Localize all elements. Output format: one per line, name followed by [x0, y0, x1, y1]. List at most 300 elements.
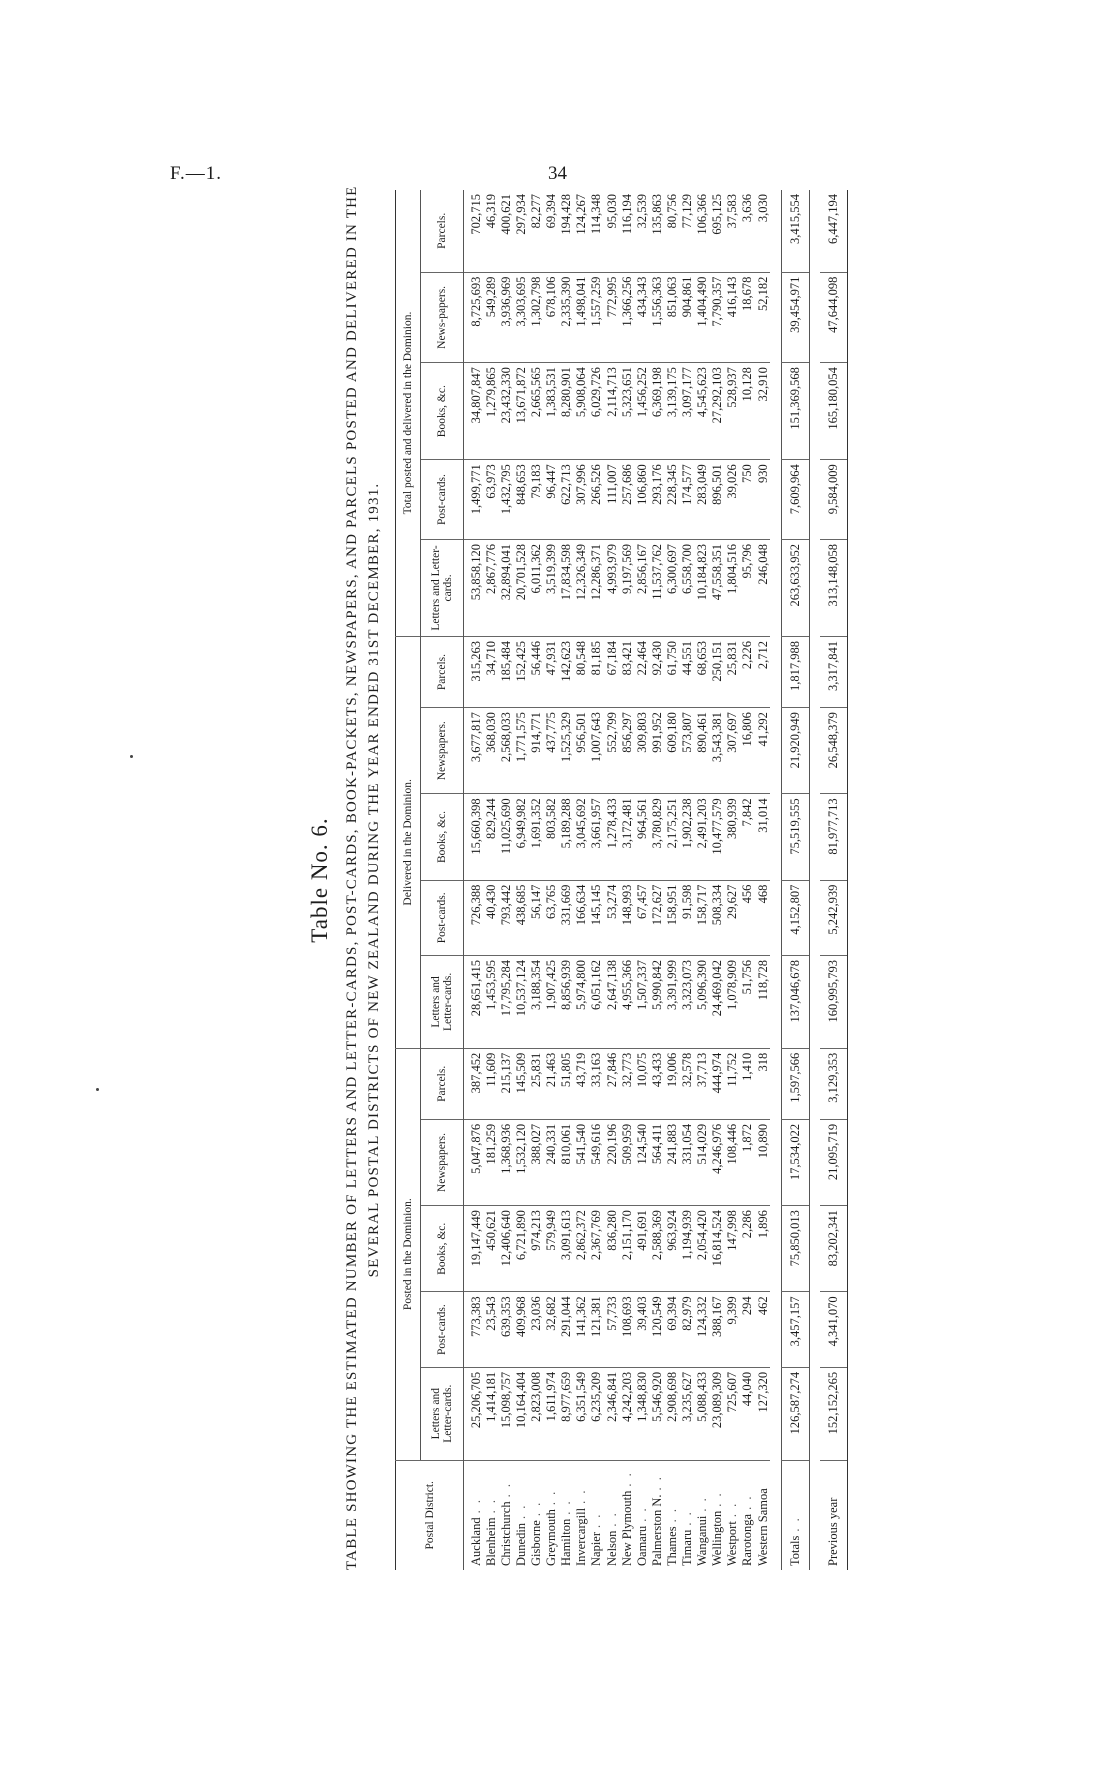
posted-newspapers-cell: 21,095,719 — [820, 1119, 847, 1205]
district-name — [544, 1460, 559, 1570]
total-letters-cell: 263,633,952 — [782, 539, 810, 636]
posted-parcels-cell: 387,452 — [464, 1048, 484, 1119]
total-newspapers-cell: 1,498,041 — [574, 272, 589, 363]
total-books-cell: 23,432,330 — [498, 363, 513, 460]
total-books-cell: 3,097,177 — [680, 363, 695, 460]
delivered-books-cell: 3,172,481 — [619, 794, 634, 880]
district-name — [695, 1460, 710, 1570]
posted-letters-cell: 15,098,757 — [498, 1367, 513, 1460]
page-reference: F.—1. — [170, 163, 223, 184]
district-name — [634, 1460, 649, 1570]
table-row — [529, 190, 544, 1570]
total-parcels-cell: 3,636 — [740, 194, 755, 223]
total-postcards-cell: 293,176 — [649, 460, 664, 540]
total-parcels-cell: 77,129 — [680, 194, 695, 229]
delivered-books-cell: 3,661,957 — [589, 794, 604, 880]
district-label: Wanganui — [695, 1515, 710, 1566]
leader-dots: . . — [529, 1500, 544, 1517]
total-books-cell: 32,910 — [755, 363, 770, 460]
posted-postcards-cell: 120,549 — [649, 1292, 664, 1367]
posted-postcards-cell: 141,362 — [574, 1292, 589, 1367]
total-letters-cell: 1,804,516 — [725, 539, 740, 636]
total-parcels-cell: 82,277 — [529, 194, 544, 229]
rotated-table-page — [303, 185, 848, 1570]
total-newspapers-cell: 549,289 — [483, 272, 498, 363]
posted-parcels-cell: 43,433 — [649, 1048, 664, 1119]
total-letters-cell: 6,300,697 — [665, 539, 680, 636]
posted-books-cell: 963,924 — [665, 1206, 680, 1292]
table-row — [680, 190, 695, 1570]
district-name — [559, 1460, 574, 1570]
delivered-letters-cell: 118,728 — [755, 956, 770, 1049]
delivered-books-cell: 829,244 — [483, 794, 498, 880]
table-row — [634, 190, 649, 1570]
delivered-letters-cell: 17,795,284 — [498, 956, 513, 1049]
delivered-newspapers-cell: 21,920,949 — [782, 708, 810, 794]
posted-postcards-cell: 124,332 — [695, 1292, 710, 1367]
posted-letters-cell: 127,320 — [755, 1367, 770, 1460]
posted-postcards-cell: 291,044 — [559, 1292, 574, 1367]
total-postcards-cell: 96,447 — [544, 460, 559, 540]
posted-books-cell: 2,286 — [740, 1206, 755, 1292]
total-letters-cell: 95,796 — [740, 539, 755, 636]
delivered-letters-cell: 1,453,595 — [483, 956, 498, 1049]
posted-newspapers-cell: 331,054 — [680, 1119, 695, 1205]
table-row — [574, 190, 589, 1570]
delivered-parcels-cell: 83,421 — [619, 636, 634, 707]
delivered-letters-cell: 5,990,842 — [649, 956, 664, 1049]
posted-books-cell: 2,054,420 — [695, 1206, 710, 1292]
district-label: Hamilton — [559, 1518, 574, 1566]
district-rows — [464, 190, 771, 1570]
total-letters-cell: 32,894,041 — [498, 539, 513, 636]
delivered-parcels-cell: 250,151 — [710, 636, 725, 707]
delivered-parcels-cell: 81,185 — [589, 636, 604, 707]
col-header-letters: Letters and Letter-cards. — [421, 539, 464, 636]
posted-newspapers-cell: 514,029 — [695, 1119, 710, 1205]
posted-postcards-cell: 82,979 — [680, 1292, 695, 1367]
posted-letters-cell: 126,587,274 — [782, 1367, 810, 1460]
delivered-letters-cell: 1,507,337 — [634, 956, 649, 1049]
delivered-postcards-cell: 726,388 — [464, 880, 484, 955]
delivered-parcels-cell: 1,817,988 — [782, 636, 810, 707]
col-header-postcards: Post-cards. — [421, 460, 464, 540]
totals-row — [782, 190, 810, 1570]
total-letters-cell: 10,184,823 — [695, 539, 710, 636]
posted-postcards-cell: 294 — [740, 1292, 755, 1367]
delivered-books-cell: 3,780,829 — [649, 794, 664, 880]
total-letters-cell: 4,993,979 — [604, 539, 619, 636]
posted-parcels-cell: 1,410 — [740, 1048, 755, 1119]
delivered-newspapers-cell: 26,548,379 — [820, 708, 847, 794]
posted-group-header: Posted in the Dominion. — [396, 1048, 421, 1460]
page-number: 34 — [548, 163, 567, 184]
delivered-postcards-cell: 53,274 — [604, 880, 619, 955]
delivered-newspapers-cell: 41,292 — [755, 708, 770, 794]
total-books-cell: 6,369,198 — [649, 363, 664, 460]
delivered-postcards-cell: 5,242,939 — [820, 880, 847, 955]
district-name — [464, 1460, 484, 1570]
total-letters-cell: 6,558,700 — [680, 539, 695, 636]
posted-letters-cell: 4,242,203 — [619, 1367, 634, 1460]
total-newspapers-cell: 1,302,798 — [529, 272, 544, 363]
table-row — [695, 190, 710, 1570]
total-parcels-cell: 702,715 — [468, 194, 483, 235]
total-parcels-cell: 116,194 — [619, 194, 634, 235]
leader-dots: . . — [574, 1488, 589, 1504]
delivered-books-cell: 5,189,288 — [559, 794, 574, 880]
total-newspapers-cell: 416,143 — [725, 272, 740, 363]
table-row — [464, 190, 484, 1570]
posted-newspapers-cell: 564,411 — [649, 1119, 664, 1205]
posted-newspapers-cell: 1,368,936 — [498, 1119, 513, 1205]
posted-postcards-cell: 121,381 — [589, 1292, 604, 1367]
district-name — [483, 1460, 498, 1570]
total-parcels-cell: 3,030 — [755, 194, 770, 223]
posted-parcels-cell: 21,463 — [544, 1048, 559, 1119]
leader-dots: . . — [498, 1482, 513, 1498]
leader-dots: . . — [514, 1503, 529, 1519]
delivered-newspapers-cell: 856,297 — [619, 708, 634, 794]
district-label: Christchurch — [498, 1501, 513, 1566]
table-row — [665, 190, 680, 1570]
district-label: Wellington — [710, 1510, 725, 1566]
delivered-postcards-cell: 63,765 — [544, 880, 559, 955]
previous-year-row — [820, 190, 847, 1570]
district-name — [649, 1460, 664, 1570]
leader-dots: . . — [664, 1507, 679, 1523]
col-header-parcels: Parcels. — [421, 636, 464, 707]
leader-dots: . . — [680, 1510, 695, 1526]
total-parcels-cell: 69,394 — [544, 194, 559, 229]
total-books-cell: 1,279,865 — [483, 363, 498, 460]
table-row — [483, 190, 498, 1570]
posted-letters-cell: 8,977,659 — [559, 1367, 574, 1460]
delivered-parcels-cell: 34,710 — [483, 636, 498, 707]
delivered-books-cell: 31,014 — [755, 794, 770, 880]
delivered-postcards-cell: 438,685 — [514, 880, 529, 955]
posted-books-cell: 19,147,449 — [464, 1206, 484, 1292]
posted-postcards-cell: 23,036 — [529, 1292, 544, 1367]
posted-parcels-cell: 51,805 — [559, 1048, 574, 1119]
posted-books-cell: 2,862,372 — [574, 1206, 589, 1292]
total-newspapers-cell: 2,335,390 — [559, 272, 574, 363]
posted-letters-cell: 44,040 — [740, 1367, 755, 1460]
posted-newspapers-cell: 17,534,022 — [782, 1119, 810, 1205]
posted-letters-cell: 1,348,830 — [634, 1367, 649, 1460]
delivered-letters-cell: 1,907,425 — [544, 956, 559, 1049]
delivered-letters-cell: 3,323,073 — [680, 956, 695, 1049]
delivered-newspapers-cell: 890,461 — [695, 708, 710, 794]
posted-parcels-cell: 10,075 — [634, 1048, 649, 1119]
posted-books-cell: 2,151,170 — [619, 1206, 634, 1292]
district-name — [604, 1460, 619, 1570]
district-label: Invercargill — [574, 1507, 589, 1566]
posted-letters-cell: 3,235,627 — [680, 1367, 695, 1460]
postal-statistics-table — [395, 190, 848, 1570]
delivered-newspapers-cell: 609,180 — [665, 708, 680, 794]
table-row — [544, 190, 559, 1570]
posted-postcards-cell: 388,167 — [710, 1292, 725, 1367]
delivered-books-cell: 1,278,433 — [604, 794, 619, 880]
district-label: Western Samoa — [755, 1488, 770, 1566]
delivered-postcards-cell: 67,457 — [634, 880, 649, 955]
delivered-parcels-cell: 68,653 — [695, 636, 710, 707]
delivered-postcards-cell: 29,627 — [725, 880, 740, 955]
district-label: Thames — [664, 1526, 679, 1566]
posted-postcards-cell: 4,341,070 — [820, 1292, 847, 1367]
district-label: Dunedin — [514, 1522, 529, 1566]
delivered-letters-cell: 28,651,415 — [464, 956, 484, 1049]
delivered-postcards-cell: 40,430 — [483, 880, 498, 955]
delivered-newspapers-cell: 1,007,643 — [589, 708, 604, 794]
total-newspapers-cell: 772,995 — [604, 272, 619, 363]
delivered-parcels-cell: 25,831 — [725, 636, 740, 707]
posted-newspapers-cell: 1,872 — [740, 1119, 755, 1205]
posted-newspapers-cell: 220,196 — [604, 1119, 619, 1205]
delivered-newspapers-cell: 573,807 — [680, 708, 695, 794]
total-books-cell: 6,029,726 — [589, 363, 604, 460]
posted-parcels-cell: 145,509 — [514, 1048, 529, 1119]
district-name — [574, 1460, 589, 1570]
posted-postcards-cell: 3,457,157 — [782, 1292, 810, 1367]
posted-letters-cell: 2,908,698 — [665, 1367, 680, 1460]
table-row — [589, 190, 604, 1570]
delivered-books-cell: 3,045,692 — [574, 794, 589, 880]
posted-letters-cell: 10,164,404 — [514, 1367, 529, 1460]
posted-newspapers-cell: 124,540 — [634, 1119, 649, 1205]
delivered-postcards-cell: 456 — [740, 880, 755, 955]
table-row — [559, 190, 574, 1570]
posted-parcels-cell: 444,974 — [710, 1048, 725, 1119]
total-newspapers-cell: 8,725,693 — [464, 272, 484, 363]
district-label: Gisborne — [529, 1520, 544, 1566]
col-header-newspapers: Newspapers. — [421, 1119, 464, 1205]
col-header-books: Books, &c. — [421, 363, 464, 460]
total-letters-cell: 11,537,762 — [649, 539, 664, 636]
total-books-cell: 2,114,713 — [604, 363, 619, 460]
district-label: Oamaru — [634, 1525, 649, 1566]
total-books-cell: 13,671,872 — [514, 363, 529, 460]
total-newspapers-cell: 3,936,969 — [498, 272, 513, 363]
delivered-newspapers-cell: 307,697 — [725, 708, 740, 794]
delivered-newspapers-cell: 16,806 — [740, 708, 755, 794]
posted-parcels-cell: 11,609 — [483, 1048, 498, 1119]
total-newspapers-cell: 1,557,259 — [589, 272, 604, 363]
posted-letters-cell: 1,611,974 — [544, 1367, 559, 1460]
delivered-newspapers-cell: 956,501 — [574, 708, 589, 794]
delivered-letters-cell: 137,046,678 — [782, 956, 810, 1049]
total-newspapers-cell: 52,182 — [755, 272, 770, 363]
total-books-cell: 10,128 — [740, 363, 755, 460]
posted-parcels-cell: 33,163 — [589, 1048, 604, 1119]
district-name — [514, 1460, 529, 1570]
posted-postcards-cell: 639,353 — [498, 1292, 513, 1367]
total-parcels-cell: 106,366 — [695, 194, 710, 235]
posted-letters-cell: 2,346,841 — [604, 1367, 619, 1460]
total-parcels-cell: 297,934 — [514, 194, 529, 235]
delivered-postcards-cell: 468 — [755, 880, 770, 955]
total-letters-cell: 20,701,528 — [514, 539, 529, 636]
posted-letters-cell: 23,089,309 — [710, 1367, 725, 1460]
delivered-parcels-cell: 61,750 — [665, 636, 680, 707]
total-letters-cell: 17,834,598 — [559, 539, 574, 636]
delivered-postcards-cell: 172,627 — [649, 880, 664, 955]
posted-books-cell: 1,194,939 — [680, 1206, 695, 1292]
total-letters-cell: 313,148,058 — [820, 539, 847, 636]
posted-newspapers-cell: 181,259 — [483, 1119, 498, 1205]
total-books-cell: 2,665,565 — [529, 363, 544, 460]
delivered-postcards-cell: 158,951 — [665, 880, 680, 955]
table-row — [619, 190, 634, 1570]
delivered-parcels-cell: 315,263 — [464, 636, 484, 707]
total-books-cell: 1,456,252 — [634, 363, 649, 460]
delivered-newspapers-cell: 552,799 — [604, 708, 619, 794]
delivered-group-header: Delivered in the Dominion. — [396, 636, 421, 1048]
col-header-newspapers: News-papers. — [421, 272, 464, 363]
col-header-postcards: Post-cards. — [421, 1292, 464, 1367]
leader-dots: . . — [787, 1516, 802, 1532]
leader-dots: . . — [604, 1511, 619, 1527]
col-header-parcels: Parcels. — [421, 190, 464, 272]
total-letters-cell: 246,048 — [755, 539, 770, 636]
delivered-parcels-cell: 44,551 — [680, 636, 695, 707]
total-postcards-cell: 63,973 — [483, 460, 498, 540]
district-label: Napier — [589, 1531, 604, 1566]
delivered-newspapers-cell: 3,543,381 — [710, 708, 725, 794]
district-label: Rarotonga — [740, 1513, 755, 1566]
posted-postcards-cell: 57,733 — [604, 1292, 619, 1367]
delivered-books-cell: 11,025,690 — [498, 794, 513, 880]
posted-books-cell: 450,621 — [483, 1206, 498, 1292]
district-name — [498, 1460, 513, 1570]
posted-books-cell: 147,998 — [725, 1206, 740, 1292]
delivered-letters-cell: 10,537,124 — [514, 956, 529, 1049]
col-header-letters: Letters and Letter-cards. — [421, 1367, 464, 1460]
total-postcards-cell: 283,049 — [695, 460, 710, 540]
district-name — [680, 1460, 695, 1570]
total-postcards-cell: 39,026 — [725, 460, 740, 540]
posted-postcards-cell: 69,394 — [665, 1292, 680, 1367]
district-label: Palmerston N. — [649, 1494, 664, 1566]
posted-letters-cell: 5,546,920 — [649, 1367, 664, 1460]
total-parcels-cell: 80,756 — [664, 194, 679, 229]
posted-parcels-cell: 32,578 — [680, 1048, 695, 1119]
total-postcards-cell: 79,183 — [529, 460, 544, 540]
total-postcards-cell: 622,713 — [559, 460, 574, 540]
posted-letters-cell: 725,607 — [725, 1367, 740, 1460]
posted-newspapers-cell: 810,061 — [559, 1119, 574, 1205]
total-newspapers-cell: 851,063 — [665, 272, 680, 363]
total-postcards-cell: 9,584,009 — [820, 460, 847, 540]
posted-newspapers-cell: 240,331 — [544, 1119, 559, 1205]
table-title: TABLE SHOWING THE ESTIMATED NUMBER OF LETTERS AND LETTER-CARDS, POST-CARDS, BOOK-PACKETS, NEWSPAPERS, AND PARCELS POSTED AND DELIVERED IN THE — [344, 185, 360, 1570]
delivered-newspapers-cell: 1,525,329 — [559, 708, 574, 794]
total-parcels-cell: 46,319 — [483, 194, 498, 229]
district-name — [755, 1460, 770, 1570]
delivered-newspapers-cell: 437,775 — [544, 708, 559, 794]
district-name — [782, 1460, 810, 1570]
leader-dots: . . — [468, 1498, 483, 1514]
district-label: Previous year — [826, 1497, 841, 1566]
district-label: Blenheim — [483, 1517, 498, 1566]
posted-postcards-cell: 39,403 — [634, 1292, 649, 1367]
total-parcels-cell: 124,267 — [574, 194, 589, 235]
posted-parcels-cell: 1,597,566 — [782, 1048, 810, 1119]
total-parcels-cell: 695,125 — [710, 194, 725, 235]
posted-parcels-cell: 25,831 — [529, 1048, 544, 1119]
posted-books-cell: 12,406,640 — [498, 1206, 513, 1292]
total-postcards-cell: 750 — [740, 460, 755, 540]
posted-newspapers-cell: 108,446 — [725, 1119, 740, 1205]
total-newspapers-cell: 1,366,256 — [619, 272, 634, 363]
posted-letters-cell: 152,152,265 — [820, 1367, 847, 1460]
total-newspapers-cell: 1,556,363 — [649, 272, 664, 363]
total-postcards-cell: 930 — [755, 460, 770, 540]
posted-parcels-cell: 43,719 — [574, 1048, 589, 1119]
total-books-cell: 528,937 — [725, 363, 740, 460]
total-newspapers-cell: 434,343 — [634, 272, 649, 363]
total-postcards-cell: 106,860 — [634, 460, 649, 540]
delivered-letters-cell: 51,756 — [740, 956, 755, 1049]
district-header: Postal District. — [396, 1460, 464, 1570]
posted-newspapers-cell: 388,027 — [529, 1119, 544, 1205]
posted-books-cell: 6,721,890 — [514, 1206, 529, 1292]
posted-parcels-cell: 3,129,353 — [820, 1048, 847, 1119]
delivered-postcards-cell: 793,442 — [498, 880, 513, 955]
total-letters-cell: 3,519,399 — [544, 539, 559, 636]
total-letters-cell: 47,558,351 — [710, 539, 725, 636]
district-name — [710, 1460, 725, 1570]
district-label: Westport — [725, 1521, 740, 1566]
leader-dots: . . — [695, 1496, 710, 1512]
delivered-letters-cell: 3,391,999 — [665, 956, 680, 1049]
total-parcels-cell: 3,415,554 — [782, 190, 810, 272]
delivered-postcards-cell: 145,145 — [589, 880, 604, 955]
delivered-books-cell: 2,491,203 — [695, 794, 710, 880]
scan-speck — [96, 1088, 99, 1091]
total-newspapers-cell: 39,454,971 — [782, 272, 810, 363]
total-parcels-cell: 114,348 — [589, 194, 604, 235]
posted-newspapers-cell: 549,616 — [589, 1119, 604, 1205]
delivered-letters-cell: 2,647,138 — [604, 956, 619, 1049]
district-name — [740, 1460, 755, 1570]
total-books-cell: 5,323,651 — [619, 363, 634, 460]
delivered-newspapers-cell: 309,803 — [634, 708, 649, 794]
table-row — [710, 190, 725, 1570]
posted-books-cell: 16,814,524 — [710, 1206, 725, 1292]
posted-newspapers-cell: 509,959 — [619, 1119, 634, 1205]
total-books-cell: 165,180,054 — [820, 363, 847, 460]
delivered-newspapers-cell: 3,677,817 — [464, 708, 484, 794]
delivered-postcards-cell: 4,152,807 — [782, 880, 810, 955]
posted-postcards-cell: 32,682 — [544, 1292, 559, 1367]
leader-dots: . . — [740, 1494, 755, 1510]
total-books-cell: 1,383,531 — [544, 363, 559, 460]
delivered-books-cell: 803,582 — [544, 794, 559, 880]
total-books-cell: 27,292,103 — [710, 363, 725, 460]
posted-postcards-cell: 23,543 — [483, 1292, 498, 1367]
district-name — [725, 1460, 740, 1570]
delivered-parcels-cell: 80,548 — [574, 636, 589, 707]
delivered-books-cell: 1,691,352 — [529, 794, 544, 880]
total-newspapers-cell: 904,861 — [680, 272, 695, 363]
table-row — [649, 190, 664, 1570]
posted-books-cell: 2,367,769 — [589, 1206, 604, 1292]
district-name — [820, 1460, 847, 1570]
total-parcels-cell: 95,030 — [604, 194, 619, 229]
posted-postcards-cell: 108,693 — [619, 1292, 634, 1367]
